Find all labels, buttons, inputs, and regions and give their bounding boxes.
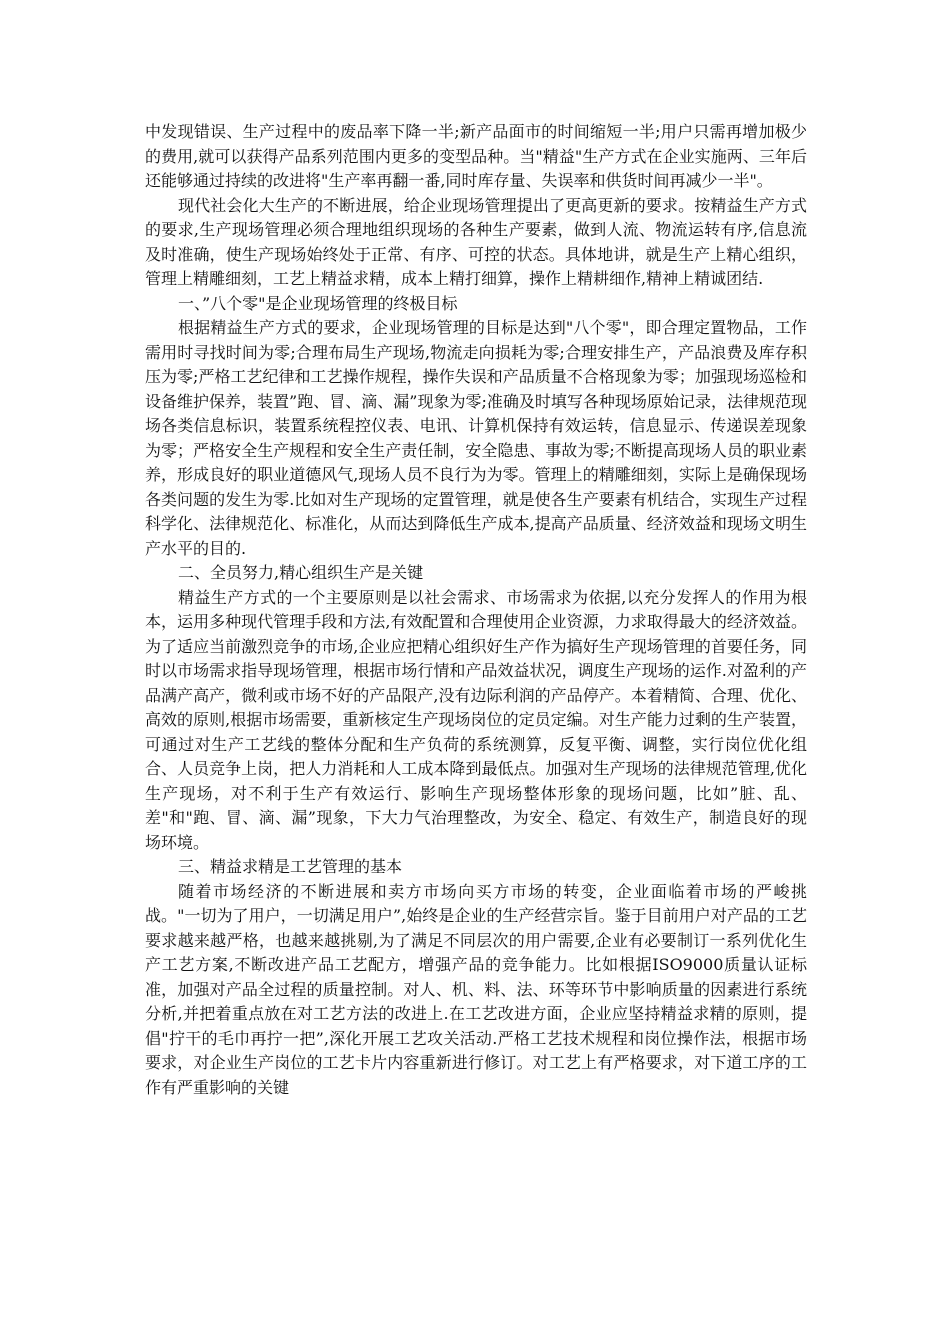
paragraph-section-2: 精益生产方式的一个主要原则是以社会需求、市场需求为依据,以充分发挥人的作用为根本，运用多种现代管理手段和方法,有效配置和合理使用企业资源，力求取得最大的经济效益。为了适应当前激烈竞争的市场,企业应把精心组织好生产作为搞好生产现场管理的首要任务，同时以市场需求指导现场管理，根据市场行情和产品效益状况，调度生产现场的运作.对盈利的产品满产高产，微利或市场不好的产品限产,没有边际利润的产品停产。本着精简、合理、优化、高效的原则,根据市场需要，重新核定生产现场岗位的定员定编。对生产能力过剩的生产装置，可通过对生产工艺线的整体分配和生产负荷的系统测算，反复平衡、调整，实行岗位优化组合、人员竞争上岗，把人力消耗和人工成本降到最低点。加强对生产现场的法律规范管理,优化生产现场，对不利于生产有效运行、影响生产现场整体形象的现场问题，比如”脏、乱、差"和"跑、冒、滴、漏”现象，下大力气治理整改，为安全、稳定、有效生产，制造良好的现场环境。: [145, 587, 807, 852]
paragraph-intro: 现代社会化大生产的不断进展，给企业现场管理提出了更高更新的要求。按精益生产方式的要求,生产现场管理必须合理地组织现场的各种生产要素，做到人流、物流运转有序,信息流及时准确，使生产现场始终处于正常、有序、可控的状态。具体地讲，就是生产上精心组织，管理上精雕细刻，工艺上精益求精，成本上精打细算，操作上精耕细作,精神上精诚团结.: [145, 195, 807, 288]
paragraph-section-3: 随着市场经济的不断进展和卖方市场向买方市场的转变，企业面临着市场的严峻挑战。"一切为了用户，一切满足用户”,始终是企业的生产经营宗旨。鉴于目前用户对产品的工艺要求越来越严格，也越来越挑剔,为了满足不同层次的用户需要,企业有必要制订一系列优化生产工艺方案,不断改进产品工艺配方，增强产品的竞争能力。比如根据ISO9000质量认证标准，加强对产品全过程的质量控制。对人、机、料、法、环等环节中影响质量的因素进行系统分析,并把着重点放在对工艺方法的改进上.在工艺改进方面，企业应坚持精益求精的原则，提倡"拧干的毛巾再拧一把”,深化开展工艺攻关活动.严格工艺技术规程和岗位操作法，根据市场要求，对企业生产岗位的工艺卡片内容重新进行修订。对工艺上有严格要求，对下道工序的工作有严重影响的关键: [145, 881, 807, 1097]
paragraph-section-1: 根据精益生产方式的要求，企业现场管理的目标是达到"八个零"，即合理定置物品，工作需用时寻找时间为零;合理布局生产现场,物流走向损耗为零;合理安排生产，产品浪费及库存积压为零;严格工艺纪律和工艺操作规程，操作失误和产品质量不合格现象为零；加强现场巡检和设备维护保养，装置”跑、冒、滴、漏”现象为零;准确及时填写各种现场原始记录，法律规范现场各类信息标识，装置系统程控仪表、电讯、计算机保持有效运转，信息显示、传递误差现象为零；严格安全生产规程和安全生产责任制，安全隐患、事故为零;不断提高现场人员的职业素养，形成良好的职业道德风气,现场人员不良行为为零。管理上的精雕细刻，实际上是确保现场各类问题的发生为零.比如对生产现场的定置管理，就是使各生产要素有机结合，实现生产过程科学化、法律规范化、标准化，从而达到降低生产成本,提高产品质量、经济效益和现场文明生产水平的目的.: [145, 318, 807, 558]
section-heading-2: 二、全员努力,精心组织生产是关键: [178, 563, 424, 582]
document-body: [145, 120, 807, 1100]
section-heading-3: 三、精益求精是工艺管理的基本: [178, 857, 403, 876]
section-heading-1: 一、”八个零"是企业现场管理的终极目标: [178, 293, 458, 313]
paragraph-continuation: 中发现错误、生产过程中的废品率下降一半;新产品面市的时间缩短一半;用户只需再增加极少的费用,就可以获得产品系列范围内更多的变型品种。当"精益"生产方式在企业实施两、三年后还能够通过持续的改进将"生产率再翻一番,同时库存量、失误率和供货时间再减少一半"。: [145, 122, 807, 190]
